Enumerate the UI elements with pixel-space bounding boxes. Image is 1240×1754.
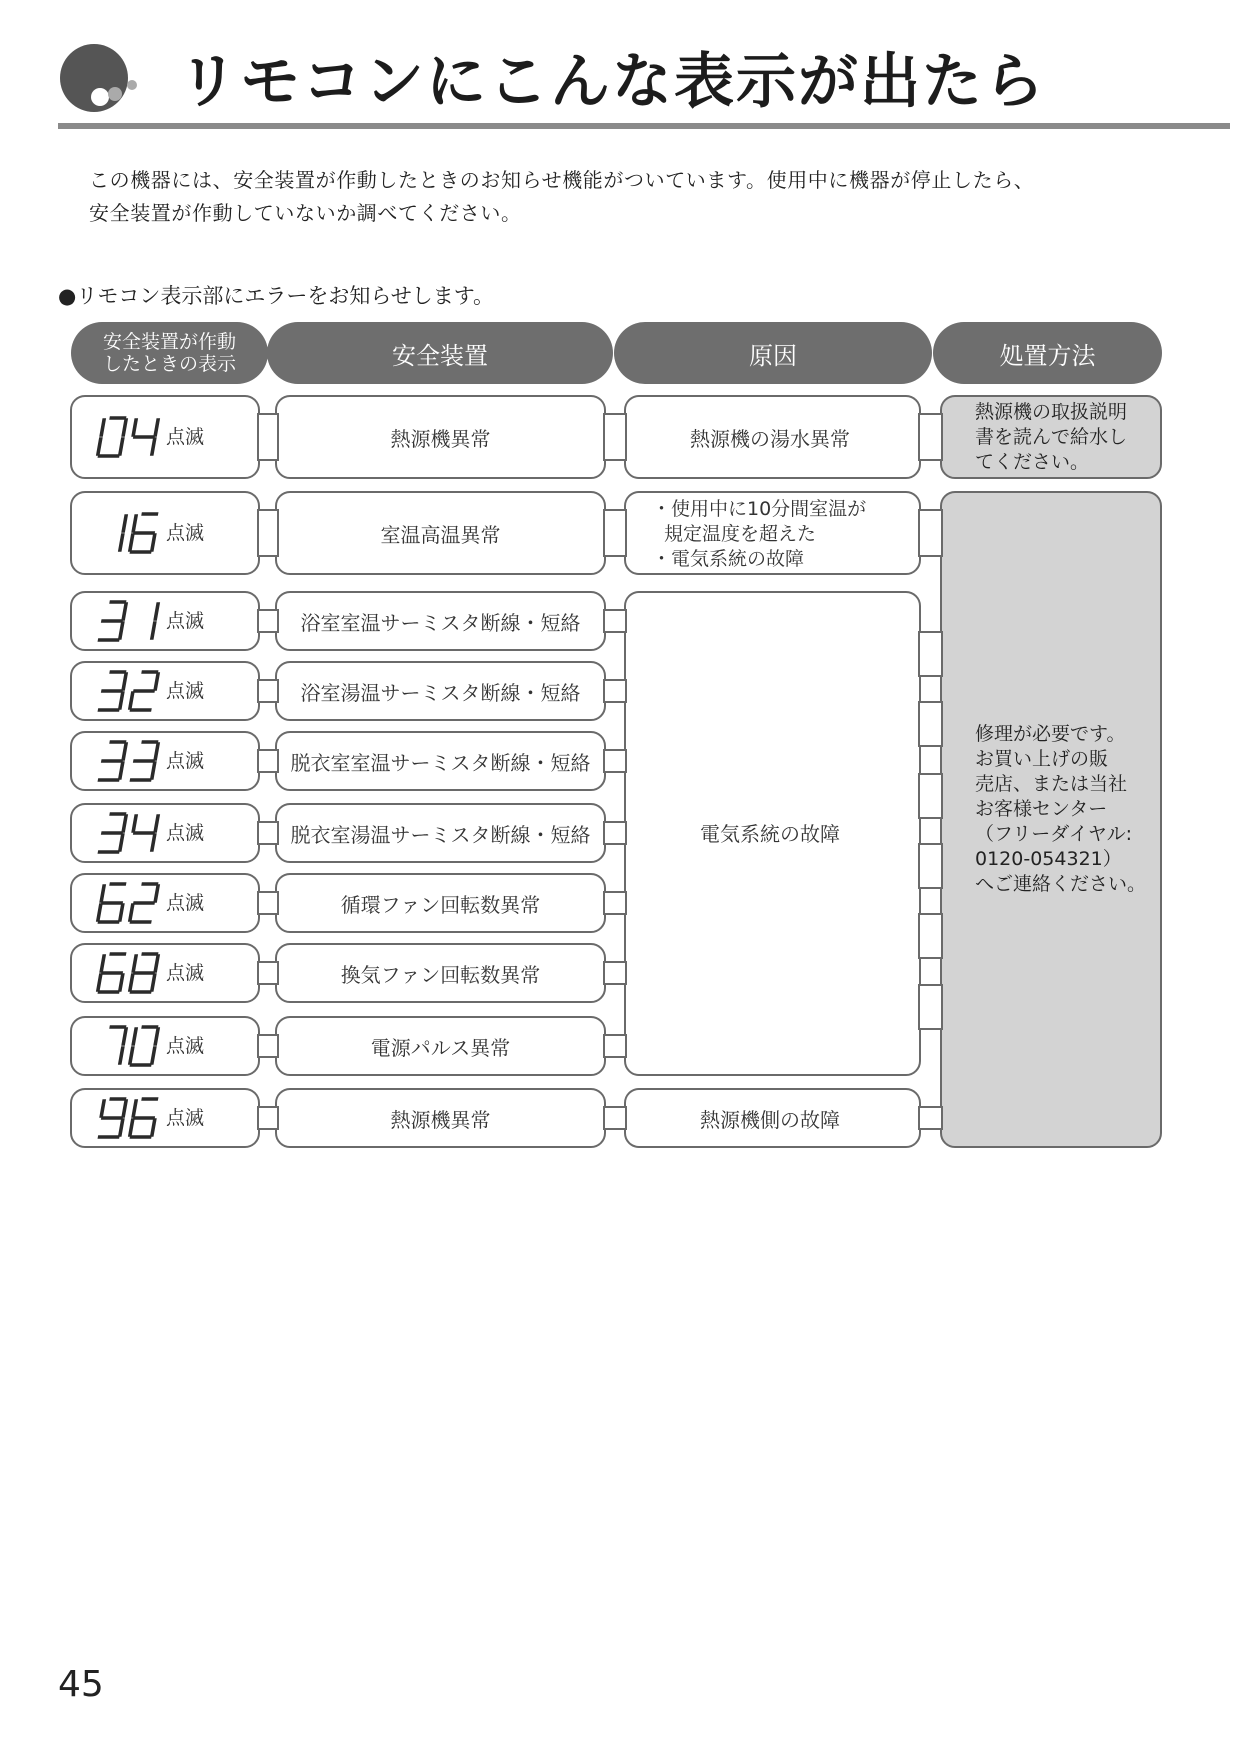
page-title: リモコンにこんな表示が出たら	[178, 47, 1046, 117]
action-repair-line: （フリーダイヤル:	[975, 823, 1133, 845]
column-header-display-line: したときの表示	[102, 353, 236, 375]
blink-label: 点滅	[166, 892, 205, 914]
error-code-display	[97, 1024, 157, 1068]
action-04-line: てください。	[975, 451, 1090, 473]
section-subheading: ●リモコン表示部にエラーをお知らせします。	[58, 284, 495, 308]
safety-device-label: 電源パルス異常	[370, 1035, 511, 1060]
cause-electrical: 電気系統の故障	[700, 821, 840, 846]
safety-device-label: 循環ファン回転数異常	[340, 892, 541, 917]
intro-line: この機器には、安全装置が作動したときのお知らせ機能がついています。使用中に機器が停止したら、	[89, 168, 1035, 192]
blink-label: 点滅	[166, 750, 205, 772]
blink-label: 点滅	[166, 962, 205, 984]
column-header-cause: 原因	[614, 322, 932, 384]
blink-label: 点滅	[166, 522, 205, 544]
column-header-action: 処置方法	[933, 322, 1162, 384]
error-code-display	[97, 669, 157, 713]
blink-label: 点滅	[166, 610, 205, 632]
cause-16-line: ・電気系統の故障	[652, 548, 805, 570]
error-code-display	[97, 1096, 157, 1140]
action-repair-line: 修理が必要です。	[975, 723, 1126, 745]
cause-96: 熱源機側の故障	[700, 1107, 840, 1132]
intro-line: 安全装置が作動していないか調べてください。	[89, 201, 522, 225]
error-code-display	[97, 881, 157, 925]
action-04-line: 書を読んで給水し	[975, 426, 1128, 448]
column-header-device: 安全装置	[267, 322, 613, 384]
column-header-display-line: 安全装置が作動	[102, 331, 236, 353]
safety-device-label: 換気ファン回転数異常	[340, 962, 541, 987]
blink-label: 点滅	[166, 426, 205, 448]
error-code-display	[97, 951, 157, 995]
blink-label: 点滅	[166, 822, 205, 844]
safety-device-label: 浴室室温サーミスタ断線・短絡	[300, 610, 581, 635]
safety-device-label: 熱源機異常	[390, 426, 491, 451]
blink-label: 点滅	[166, 680, 205, 702]
safety-device-label: 室温高温異常	[380, 522, 501, 547]
error-code-display	[97, 511, 157, 555]
action-repair-line: お客様センター	[975, 798, 1108, 820]
cause-16-line: ・使用中に10分間室温が	[652, 498, 867, 520]
safety-device-label: 浴室湯温サーミスタ断線・短絡	[300, 680, 581, 705]
error-code-display	[97, 811, 157, 855]
error-code-display	[97, 599, 157, 643]
error-code-display	[97, 739, 157, 783]
cause-16-line: 規定温度を超えた	[664, 523, 817, 545]
action-repair-line: 0120-054321）	[975, 848, 1122, 870]
cause-04: 熱源機の湯水異常	[690, 426, 850, 451]
page-number: 45	[58, 1664, 104, 1705]
cause-16	[652, 497, 866, 572]
safety-device-label: 脱衣室湯温サーミスタ断線・短絡	[290, 822, 591, 847]
safety-device-label: 熱源機異常	[390, 1107, 491, 1132]
safety-device-label: 脱衣室室温サーミスタ断線・短絡	[290, 750, 591, 775]
action-repair	[975, 722, 1146, 897]
blink-label: 点滅	[166, 1035, 205, 1057]
action-repair-line: 売店、または当社	[975, 773, 1128, 795]
action-repair-line: へご連絡ください。	[975, 873, 1147, 895]
blink-label: 点滅	[166, 1107, 205, 1129]
action-04-line: 熱源機の取扱説明	[975, 401, 1128, 423]
action-repair-line: お買い上げの販	[975, 748, 1109, 770]
action-04	[975, 400, 1127, 475]
error-code-display	[97, 415, 157, 459]
